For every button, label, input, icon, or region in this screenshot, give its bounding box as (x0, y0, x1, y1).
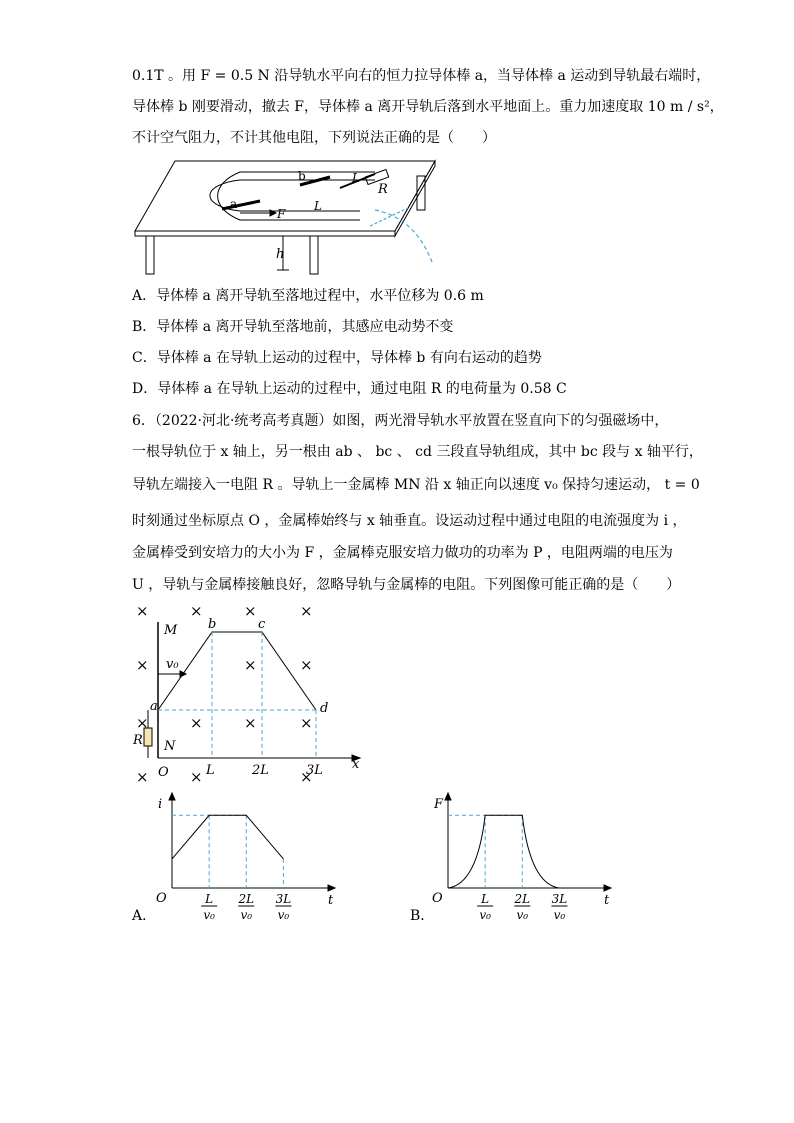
q5-line-2: 导体棒 b 刚要滑动，撤去 F，导体棒 a 离开导轨后落到水平地面上。重力加速度取 10 m / s²， (132, 99, 724, 115)
svg-text:×: × (136, 768, 149, 786)
tick-label: L (205, 892, 214, 906)
svg-text:×: × (190, 602, 203, 620)
tick-label-denominator: v₀ (277, 908, 290, 922)
q6-line-6: U ，导轨与金属棒接触良好，忽略导轨与金属棒的电阻。下列图像可能正确的是（ ） (132, 577, 681, 593)
label-R: R (133, 733, 143, 748)
tick-label-denominator: v₀ (240, 908, 253, 922)
svg-text:×: × (300, 768, 313, 786)
label-F: F (277, 207, 286, 221)
graph-b-force (420, 790, 620, 925)
tick-label-denominator: v₀ (203, 908, 215, 922)
graph-b-option-label: B． (410, 908, 435, 924)
tick-2L: 2L (252, 763, 269, 778)
graph-b-origin: O (432, 891, 443, 906)
svg-text:×: × (244, 714, 257, 732)
q6-line-1: 6．（2022·河北·统考高考真题）如图，两光滑导轨水平放置在竖直向下的匀强磁场中， (132, 413, 669, 429)
rail-table-figure (130, 158, 450, 283)
svg-text:×: × (190, 768, 203, 786)
q6-line-4: 时刻通过坐标原点 O ，金属棒始终与 x 轴垂直。设运动过程中通过电阻的电流强度为 i ， (132, 513, 687, 529)
label-d: d (320, 701, 329, 716)
graph-a-option-label: A． (132, 908, 157, 924)
tick-label-denominator: v₀ (516, 908, 529, 922)
option-b: B．导体棒 a 离开导轨至落地前，其感应电动势不变 (132, 319, 454, 335)
tick-L: L (206, 763, 215, 778)
graph-a-origin: O (156, 891, 167, 906)
q6-line-3: 导轨左端接入一电阻 R 。导轨上一金属棒 MN 沿 x 轴正向以速度 v₀ 保持匀速运动， t = 0 (132, 477, 700, 493)
label-M: M (164, 623, 178, 638)
svg-text:×: × (300, 602, 313, 620)
label-b: b (208, 617, 217, 632)
tick-label: 2L (238, 892, 255, 906)
svg-text:×: × (244, 602, 257, 620)
label-v0: v₀ (166, 657, 179, 672)
q5-line-1: 0.1T 。用 F = 0.5 N 沿导轨水平向右的恒力拉导体棒 a，当导体棒 a 运动到导轨最右端时， (132, 68, 711, 84)
label-a: a (150, 699, 158, 714)
tick-label: 2L (514, 892, 531, 906)
q6-line-2: 一根导轨位于 x 轴上，另一根由 ab 、 bc 、 cd 三段直导轨组成，其中 bc 段与 x 轴平行， (132, 444, 703, 460)
label-b: b (298, 169, 306, 183)
svg-text:×: × (136, 714, 149, 732)
graph-b-ylabel: F (434, 797, 444, 812)
graph-b-xlabel: t (604, 893, 610, 908)
tick-3L: 3L (306, 763, 323, 778)
graph-a-series (172, 815, 283, 859)
tick-label: L (481, 892, 490, 906)
label-c: c (258, 617, 266, 632)
q5-line-3: 不计空气阻力，不计其他电阻，下列说法正确的是（ ） (132, 130, 496, 146)
label-a: a (230, 197, 238, 211)
graph-a-ylabel: i (158, 797, 163, 812)
svg-text:×: × (300, 656, 313, 674)
option-a: A．导体棒 a 离开导轨至落地过程中，水平位移为 0.6 m (132, 288, 484, 304)
svg-text:×: × (136, 602, 149, 620)
svg-text:×: × (190, 714, 203, 732)
svg-text:×: × (300, 714, 313, 732)
label-N: N (164, 739, 176, 754)
tick-label-denominator: v₀ (553, 908, 566, 922)
tick-label: 3L (551, 892, 568, 906)
label-L2: L (352, 171, 360, 185)
label-O: O (158, 765, 169, 780)
graph-a-current (140, 790, 340, 925)
label-h: h (276, 247, 285, 262)
svg-text:×: × (136, 656, 149, 674)
label-R: R (378, 182, 388, 197)
option-c: C．导体棒 a 在导轨上运动的过程中，导体棒 b 有向右运动的趋势 (132, 350, 542, 366)
label-L1: L (314, 199, 322, 213)
graph-a-xlabel: t (328, 893, 334, 908)
option-d: D．导体棒 a 在导轨上运动的过程中，通过电阻 R 的电荷量为 0.58 C (132, 381, 567, 397)
label-x: x (352, 757, 360, 772)
svg-text:×: × (244, 656, 257, 674)
rail-field-figure (130, 598, 370, 786)
q6-line-5: 金属棒受到安培力的大小为 F ，金属棒克服安培力做功的功率为 P ，电阻两端的电压为 (132, 545, 673, 561)
tick-label: 3L (275, 892, 292, 906)
tick-label-denominator: v₀ (479, 908, 491, 922)
graph-b-series (448, 815, 559, 888)
